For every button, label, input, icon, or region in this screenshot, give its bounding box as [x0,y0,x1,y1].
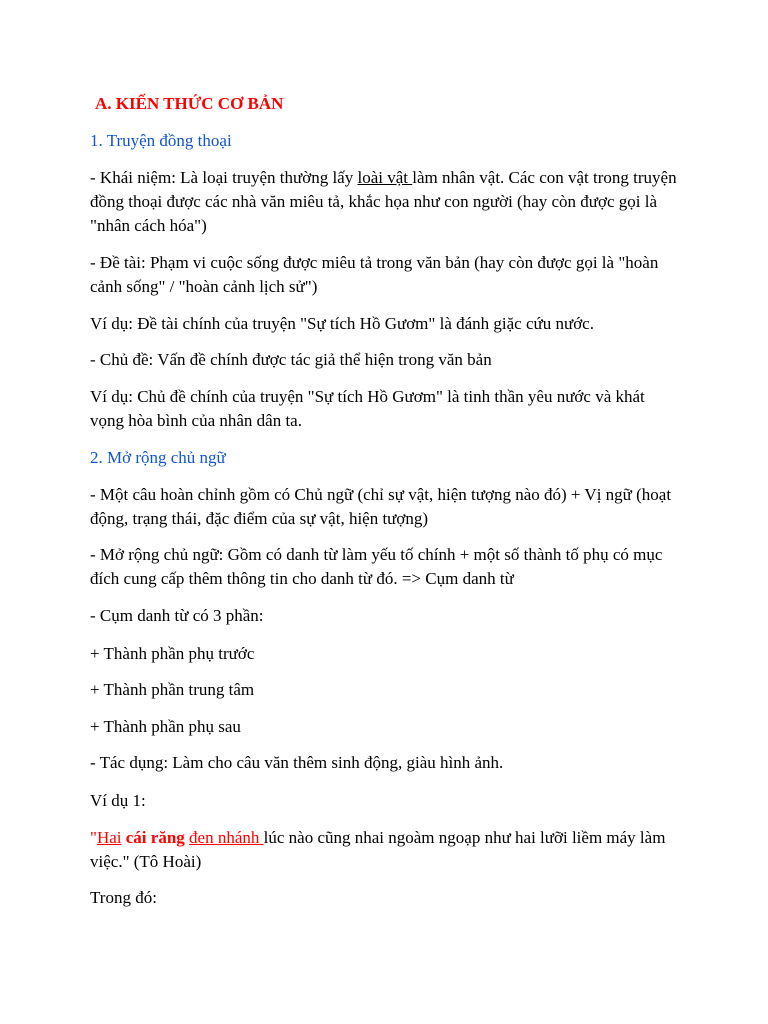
paragraph-expansion: - Mở rộng chủ ngữ: Gồm có danh từ làm yếu tố chính + một số thành tố phụ có mục đích cung cấp thêm thông tin cho danh từ đó. => Cụm danh từ [90,545,663,588]
paragraph-effect: - Tác dụng: Làm cho câu văn thêm sinh động, giàu hình ảnh. [90,753,504,772]
paragraph-noun-phrase: - Cụm danh từ có 3 phần: [90,606,264,625]
highlight-hai: Hai [96,828,122,847]
paragraph-example-theme: Ví dụ: Chủ đề chính của truyện "Sự tích Hồ Gươm" là tinh thần yêu nước và khát vọng hòa bình của nhân dân ta. [90,387,645,430]
paragraph-theme: - Chủ đề: Vấn đề chính được tác giả thể hiện trong văn bản [90,350,492,369]
text: lúc nào cũng nhai ngoàm ngoạp như hai lưỡi liềm máy làm việc." (Tô Hoài) [90,828,666,871]
highlight-den-nhanh: đen nhánh [189,828,264,847]
paragraph-in-which: Trong đó: [90,888,157,907]
paragraph-sentence-structure: - Một câu hoàn chỉnh gồm có Chủ ngữ (chỉ sự vật, hiện tượng nào đó) + Vị ngữ (hoạt động, trạng thái, đặc điểm của sự vật, hiện tượng) [90,485,672,528]
list-item-pre: + Thành phần phụ trước [90,644,255,663]
example-quote [90,826,680,874]
quote-open: " [90,828,97,847]
list-item-center: + Thành phần trung tâm [90,680,255,699]
highlight-cai-rang: cái răng [125,828,185,847]
example-label: Ví dụ 1: [90,791,146,810]
list-item-post: + Thành phần phụ sau [90,717,241,736]
text: làm nhân vật. Các con vật trong truyện đồng thoại được các nhà văn miêu tả, khắc họa như con người (hay còn được gọi là "nhân cách hóa") [90,168,677,235]
paragraph-definition [90,166,680,238]
paragraph-topic: - Đề tài: Phạm vi cuộc sống được miêu tả trong văn bản (hay còn được gọi là "hoàn cảnh sống" / "hoàn cảnh lịch sử") [90,253,659,296]
paragraph-example-topic: Ví dụ: Đề tài chính của truyện "Sự tích Hồ Gươm" là đánh giặc cứu nước. [90,314,594,333]
underlined-term: loài vật [357,168,413,187]
text: - Khái niệm: Là loại truyện thường lấy [90,168,358,187]
subheading-fable: 1. Truyện đồng thoại [90,131,232,150]
section-heading: A. KIẾN THỨC CƠ BẢN [95,94,284,113]
subheading-subject-expansion: 2. Mở rộng chủ ngữ [90,448,226,467]
